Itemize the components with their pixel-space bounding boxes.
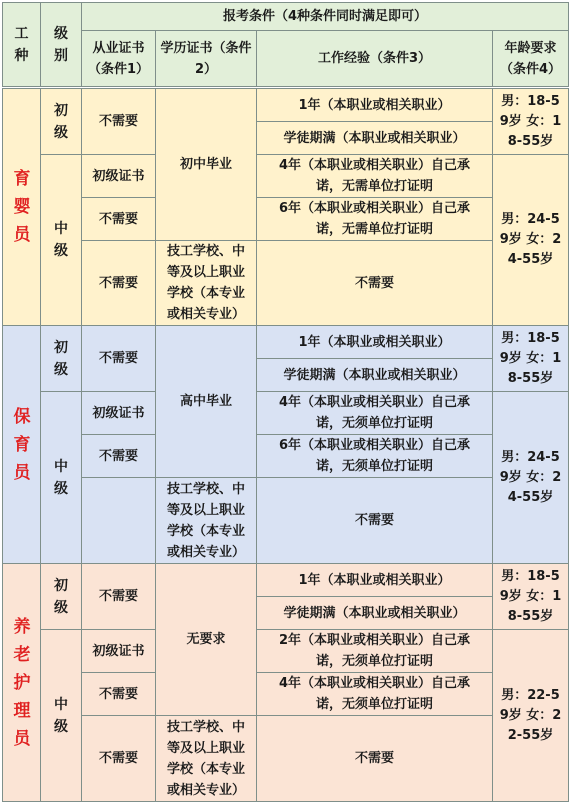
junior-exp-1: 1年（本职业或相关职业） [257,326,493,359]
header-job: 工种 [3,3,41,87]
junior-cert: 不需要 [82,326,156,392]
middle-edu-3: 技工学校、中等及以上职业学校（本专业或相关专业） [156,716,257,802]
edu-requirement: 高中毕业 [156,326,257,478]
middle-cert-2: 不需要 [82,435,156,478]
middle-exp-1: 4年（本职业或相关职业）自己承诺，无须单位打证明 [257,392,493,435]
header-cert: 从业证书（条件1） [82,31,156,87]
middle-exp-2: 4年（本职业或相关职业）自己承诺，无须单位打证明 [257,673,493,716]
middle-cert-2: 不需要 [82,198,156,241]
header-conditions-title: 报考条件（4种条件同时满足即可） [82,3,569,31]
junior-exp-2: 学徒期满（本职业或相关职业） [257,597,493,630]
header-table [2,2,569,87]
junior-exp-2: 学徒期满（本职业或相关职业） [257,359,493,392]
level-junior: 初级 [41,89,82,155]
edu-requirement: 初中毕业 [156,89,257,241]
level-junior: 初级 [41,564,82,630]
junior-exp-2: 学徒期满（本职业或相关职业） [257,122,493,155]
job-name: 育婴员 [3,89,41,326]
level-middle: 中级 [41,392,82,564]
junior-cert: 不需要 [82,89,156,155]
level-junior: 初级 [41,326,82,392]
edu-requirement: 无要求 [156,564,257,716]
middle-edu-3: 技工学校、中等及以上职业学校（本专业或相关专业） [156,478,257,564]
middle-cert-3 [82,478,156,564]
middle-age: 男：24-59岁 女：24-55岁 [493,155,569,326]
header-edu: 学历证书（条件2） [156,31,257,87]
junior-exp-1: 1年（本职业或相关职业） [257,564,493,597]
middle-exp-3: 不需要 [257,478,493,564]
junior-age: 男：18-59岁 女：18-55岁 [493,326,569,392]
middle-cert-2: 不需要 [82,673,156,716]
middle-cert-1: 初级证书 [82,392,156,435]
header-exp: 工作经验（条件3） [257,31,493,87]
middle-exp-3: 不需要 [257,241,493,326]
junior-age: 男：18-59岁 女：18-55岁 [493,564,569,630]
middle-exp-2: 6年（本职业或相关职业）自己承诺，无须单位打证明 [257,435,493,478]
middle-age: 男：24-59岁 女：24-55岁 [493,392,569,564]
junior-age: 男：18-59岁 女：18-55岁 [493,89,569,155]
level-middle: 中级 [41,155,82,326]
middle-exp-2: 6年（本职业或相关职业）自己承诺，无需单位打证明 [257,198,493,241]
job-name: 保育员 [3,326,41,564]
middle-exp-1: 4年（本职业或相关职业）自己承诺，无需单位打证明 [257,155,493,198]
middle-cert-3: 不需要 [82,716,156,802]
header-age: 年龄要求（条件4） [493,31,569,87]
middle-cert-3: 不需要 [82,241,156,326]
group-table-baoyu [2,325,569,564]
header-level: 级别 [41,3,82,87]
job-name: 养老护理员 [3,564,41,802]
middle-age: 男：22-59岁 女：22-55岁 [493,630,569,802]
middle-exp-3: 不需要 [257,716,493,802]
group-table-yucheng [2,88,569,326]
junior-exp-1: 1年（本职业或相关职业） [257,89,493,122]
junior-cert: 不需要 [82,564,156,630]
middle-exp-1: 2年（本职业或相关职业）自己承诺，无须单位打证明 [257,630,493,673]
group-table-yanglao [2,563,569,802]
middle-edu-3: 技工学校、中等及以上职业学校（本专业或相关专业） [156,241,257,326]
middle-cert-1: 初级证书 [82,630,156,673]
middle-cert-1: 初级证书 [82,155,156,198]
level-middle: 中级 [41,630,82,802]
